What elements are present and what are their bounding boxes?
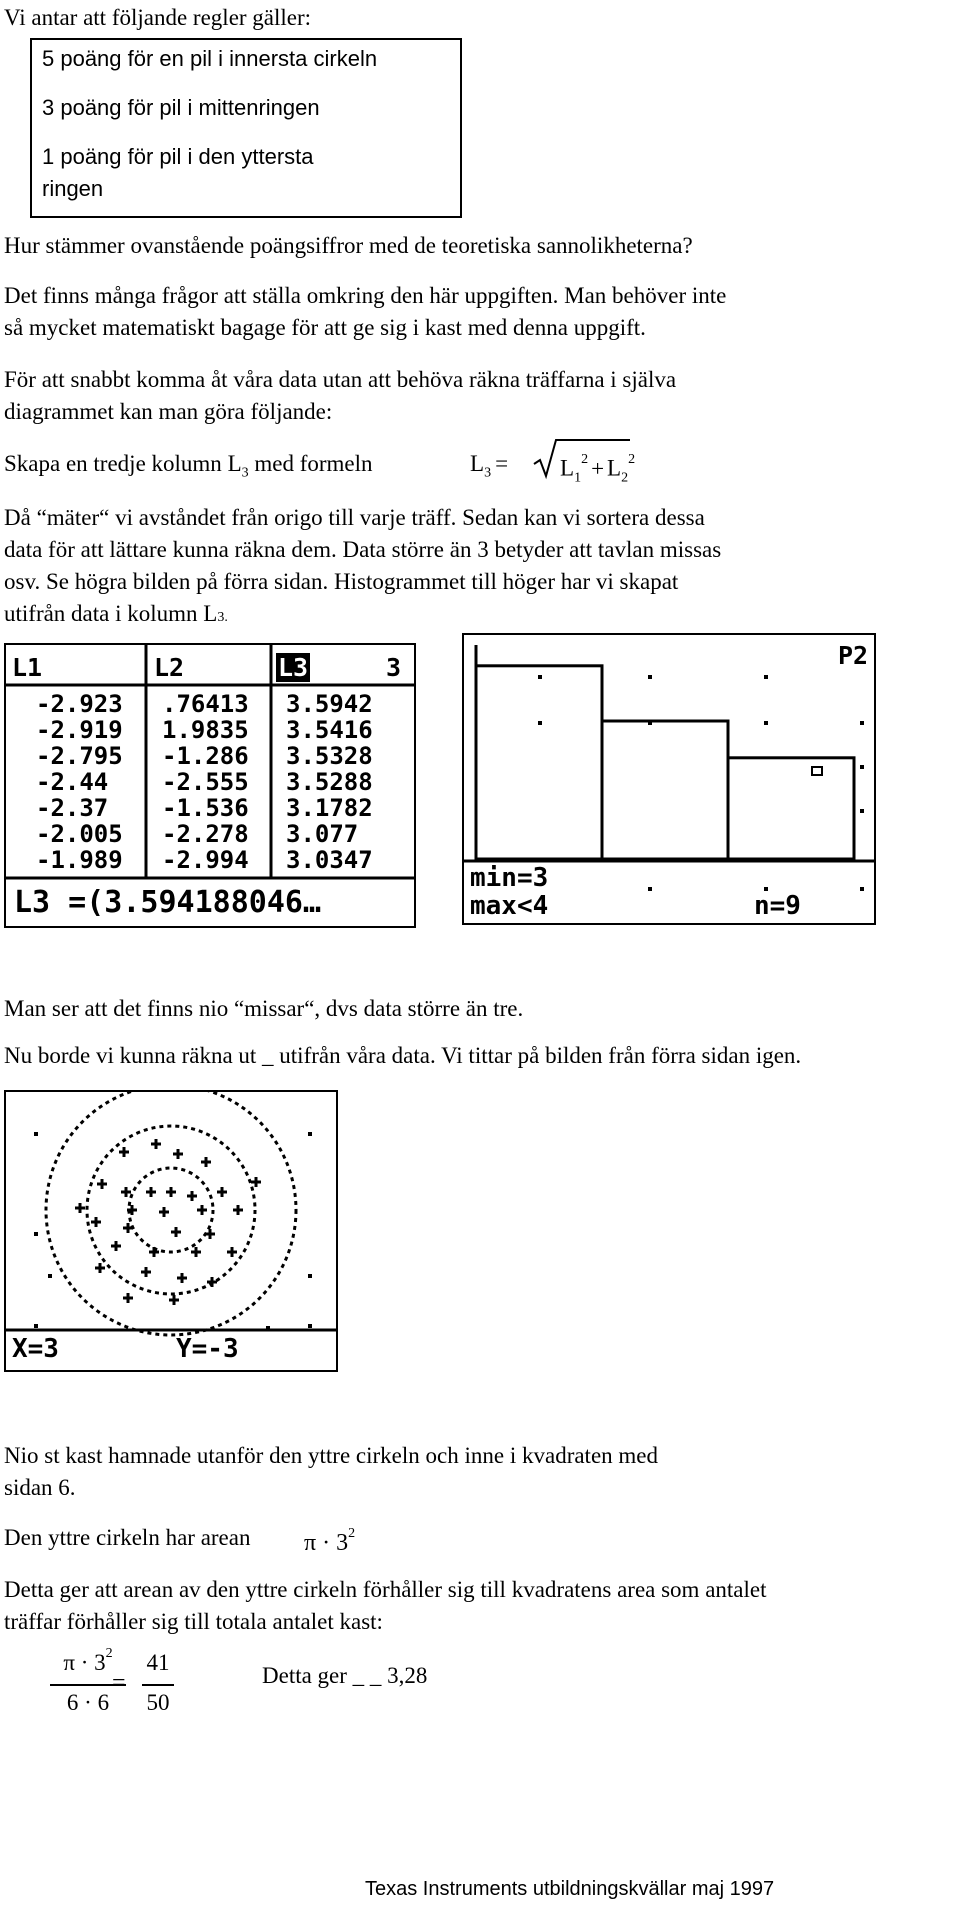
list-cell-l3: 3.1782	[286, 794, 373, 822]
list-cell-l1: -2.919	[36, 716, 123, 744]
skapa-line: Skapa en tredje kolumn $L_3$ med formeln	[4, 451, 373, 481]
fraction-1-numerator: $\pi \cdot 3^2$	[63, 1646, 113, 1675]
target-plot	[6, 1092, 336, 1370]
list-column-l3	[286, 691, 373, 873]
hit-plus-mark	[207, 1277, 217, 1287]
rule-4: ringen	[42, 176, 104, 201]
paragraph-2-line-1: Det finns många frågor att ställa omkring den här uppgiften. Man behöver inte	[4, 283, 727, 308]
hit-plus-mark	[146, 1187, 156, 1197]
list-cell-l1: -2.44	[36, 768, 109, 796]
paragraph-4-line-3: osv. Se högra bilden på förra sidan. Histogrammet till höger har vi skapat	[4, 569, 679, 594]
circle-area-expr: $\pi \cdot 3^2$	[304, 1526, 356, 1556]
formula-radicand: $L_1^2 + L_2^2$	[560, 452, 636, 486]
hit-plus-mark	[187, 1191, 197, 1201]
list-header-index: 3	[386, 653, 402, 682]
list-cell-l3: 3.5416	[286, 716, 373, 744]
calculator-list-screen	[4, 643, 416, 928]
hit-plus-mark	[169, 1295, 179, 1305]
list-header-l3: L3	[278, 653, 309, 682]
list-cell-l2: -2.994	[162, 846, 249, 874]
hit-plus-mark	[205, 1229, 215, 1239]
target-x: X=3	[12, 1334, 59, 1364]
hist-n: n=9	[754, 891, 801, 921]
list-cell-l1: -2.795	[36, 742, 123, 770]
list-cell-l1: -2.005	[36, 820, 123, 848]
list-header-l1: L1	[12, 653, 43, 682]
hit-plus-mark	[119, 1147, 129, 1157]
question-1: Hur stämmer ovanstående poängsiffror med de teoretiska sannolikheterna?	[4, 233, 693, 258]
list-cell-l1: -2.37	[36, 794, 109, 822]
end-line-1: Nio st kast hamnade utanför den yttre cirkeln och inne i kvadraten med	[4, 1443, 659, 1468]
histogram-bar	[602, 721, 728, 859]
hit-plus-mark	[171, 1227, 181, 1237]
fraction-2-numerator: 41	[146, 1650, 170, 1675]
hit-plus-mark	[227, 1247, 237, 1257]
hit-plus-mark	[123, 1223, 133, 1233]
histogram-screen	[462, 633, 876, 925]
list-footer: L3 =(3.594188046…	[14, 885, 322, 920]
list-column-l1	[36, 691, 123, 873]
hit-plus-mark	[95, 1263, 105, 1273]
list-header-l2: L2	[154, 653, 185, 682]
end-line-5: träffar förhåller sig till totala antalet kast:	[4, 1609, 383, 1634]
histogram-bar	[728, 758, 854, 859]
list-column-l2	[162, 691, 249, 873]
target-screen	[4, 1090, 338, 1372]
hit-plus-mark	[197, 1205, 207, 1215]
paragraph-3-line-2: diagrammet kan man göra följande:	[4, 399, 333, 424]
page-footer: Texas Instruments utbildningskvällar maj 1997	[365, 1878, 775, 1900]
hit-plus-mark	[201, 1157, 211, 1167]
target-y: Y=-3	[176, 1334, 239, 1364]
hit-plus-mark	[177, 1273, 187, 1283]
hit-plus-mark	[111, 1241, 121, 1251]
list-cell-l2: 1.9835	[162, 716, 249, 744]
hit-plus-mark	[251, 1177, 261, 1187]
list-cell-l1: -1.989	[36, 846, 123, 874]
list-cell-l3: 3.5942	[286, 690, 373, 718]
after-line-2: Nu borde vi kunna räkna ut _ utifrån våra data. Vi tittar på bilden från förra sidan igen.	[4, 1043, 802, 1068]
hit-plus-mark	[123, 1293, 133, 1303]
list-cell-l2: -1.286	[162, 742, 249, 770]
end-line-4: Detta ger att arean av den yttre cirkeln förhåller sig till kvadratens area som antalet	[4, 1577, 767, 1602]
result-text: Detta ger _ _ 3,28	[262, 1663, 428, 1688]
hit-plus-mark	[217, 1187, 227, 1197]
list-cell-l2: -1.536	[162, 794, 249, 822]
rule-2: 3 poäng för pil i mittenringen	[42, 95, 320, 120]
hist-max: max<4	[470, 891, 549, 921]
hist-min: min=3	[470, 863, 549, 893]
intro-text: Vi antar att följande regler gäller:	[4, 5, 312, 30]
list-cell-l2: -2.555	[162, 768, 249, 796]
hit-plus-mark	[121, 1187, 131, 1197]
hit-plus-mark	[75, 1203, 85, 1213]
hit-plus-mark	[166, 1187, 176, 1197]
plot-indicator: P2	[838, 641, 869, 670]
hit-plus-mark	[159, 1207, 169, 1217]
fraction-2-bar	[142, 1684, 174, 1686]
rules-box	[30, 38, 462, 218]
list-cell-l3: 3.077	[286, 820, 359, 848]
list-cell-l2: -2.278	[162, 820, 249, 848]
hit-plus-mark	[97, 1179, 107, 1189]
paragraph-4-line-4: utifrån data i kolumn L3.	[4, 601, 228, 626]
list-cell-l3: 3.5288	[286, 768, 373, 796]
hit-plus-mark	[141, 1267, 151, 1277]
hit-plus-mark	[91, 1217, 101, 1227]
formula: $L_3$ =	[470, 451, 509, 481]
equals-sign: =	[112, 1670, 126, 1696]
end-line-3: Den yttre cirkeln har arean	[4, 1525, 251, 1550]
rule-3: 1 poäng för pil i den yttersta	[42, 144, 314, 169]
list-cell-l1: -2.923	[36, 690, 123, 718]
after-line-1: Man ser att det finns nio “missar“, dvs data större än tre.	[4, 996, 524, 1021]
fraction-2-denominator: 50	[146, 1690, 170, 1715]
list-cell-l2: .76413	[162, 690, 249, 718]
end-line-2: sidan 6.	[4, 1475, 76, 1500]
paragraph-3-line-1: För att snabbt komma åt våra data utan att behöva räkna träffarna i själva	[4, 367, 677, 392]
fraction-1-denominator: 6 · 6	[66, 1690, 110, 1715]
hit-plus-mark	[151, 1139, 161, 1149]
paragraph-2-line-2: så mycket matematiskt bagage för att ge sig i kast med denna uppgift.	[4, 315, 646, 340]
hit-plus-mark	[173, 1149, 183, 1159]
hit-plus-mark	[191, 1247, 201, 1257]
rule-1: 5 poäng för en pil i innersta cirkeln	[42, 46, 378, 71]
paragraph-4-line-2: data för att lättare kunna räkna dem. Data större än 3 betyder att tavlan missas	[4, 537, 722, 562]
paragraph-4-line-1: Då “mäter“ vi avståndet från origo till varje träff. Sedan kan vi sortera dessa	[4, 505, 705, 530]
list-cell-l3: 3.0347	[286, 846, 373, 874]
list-cell-l3: 3.5328	[286, 742, 373, 770]
histogram-bar	[476, 666, 602, 859]
hit-plus-mark	[233, 1205, 243, 1215]
